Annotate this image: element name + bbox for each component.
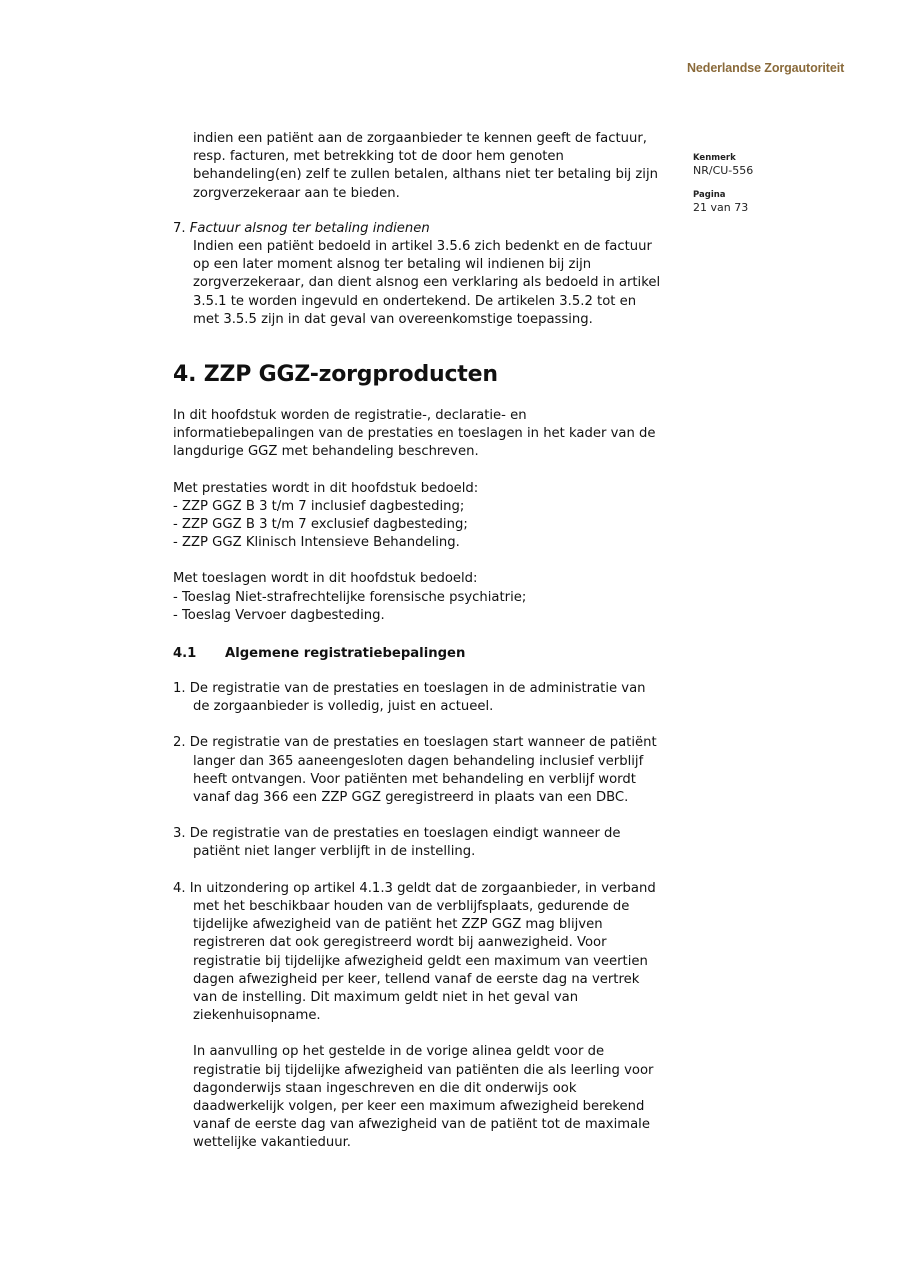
text-line: informatiebepalingen van de prestaties en toeslagen in het kader van de [173, 426, 656, 442]
text-line: wettelijke vakantieduur. [193, 1135, 351, 1151]
text-line: langer dan 365 aaneengesloten dagen behandeling inclusief verblijf [193, 753, 644, 769]
kenmerk-value: NR/CU-556 [693, 164, 754, 177]
previous-article-continuation [173, 130, 683, 203]
article-4-1-1 [173, 680, 683, 716]
list-item: - Toeslag Niet-strafrechtelijke forensische psychiatrie; [173, 589, 527, 605]
article-4-1-4-additional-paragraph [173, 1043, 683, 1152]
text-line: registratie bij tijdelijke afwezigheid van patiënten die als leerling voor [193, 1062, 654, 1078]
chapter-title: 4. ZZP GGZ-zorgproducten [173, 362, 498, 388]
section-number: 4.1 [173, 646, 197, 662]
prestaties-intro: Met prestaties wordt in dit hoofdstuk bedoeld: [173, 480, 479, 496]
text-line: behandeling(en) zelf te zullen betalen, althans niet ter betaling bij zijn [193, 167, 658, 183]
text-line: In dit hoofdstuk worden de registratie-, declaratie- en [173, 408, 527, 424]
article-7-title-text: Factuur alsnog ter betaling indienen [189, 220, 430, 236]
article-4-1-4 [173, 880, 683, 1153]
article-7 [173, 220, 683, 329]
text-line: dagonderwijs staan ingeschreven en die dit onderwijs ook [193, 1080, 577, 1096]
text-line: langdurige GGZ met behandeling beschreven. [173, 444, 479, 460]
article-4-1-3 [173, 825, 683, 861]
text-line: van de instelling. Dit maximum geldt niet in het geval van [193, 989, 579, 1005]
kenmerk-block [693, 153, 753, 177]
article-7-number: 7. [173, 220, 186, 236]
article-7-title [173, 220, 683, 238]
section-heading [173, 645, 683, 663]
text-line: met 3.5.5 zijn in dat geval van overeenkomstige toepassing. [193, 311, 593, 327]
pagina-block [693, 190, 748, 214]
text-line: 1. De registratie van de prestaties en toeslagen in de administratie van [173, 681, 646, 697]
list-item: - ZZP GGZ B 3 t/m 7 exclusief dagbesteding; [173, 517, 468, 533]
text-line: de zorgaanbieder is volledig, juist en actueel. [193, 699, 494, 715]
text-line: zorgverzekeraar, dan dient alsnog een verklaring als bedoeld in artikel [193, 275, 661, 291]
toeslagen-intro: Met toeslagen wordt in dit hoofdstuk bedoeld: [173, 571, 478, 587]
toeslagen-list [173, 570, 683, 625]
text-line: vanaf dag 366 een ZZP GGZ geregistreerd in plaats van een DBC. [193, 790, 629, 806]
text-line: met het beschikbaar houden van de verblijfsplaats, gedurende de [193, 898, 630, 914]
text-line: registratie bij tijdelijke afwezigheid geldt een maximum van veertien [193, 953, 648, 969]
text-line: tijdelijke afwezigheid van de patiënt het ZZP GGZ mag blijven [193, 917, 603, 933]
pagina-value: 21 van 73 [693, 201, 749, 214]
text-line: resp. facturen, met betrekking tot de door hem genoten [193, 149, 564, 165]
organization-brand: Nederlandse Zorgautoriteit [687, 61, 845, 75]
section-title: Algemene registratiebepalingen [225, 646, 466, 662]
text-line: patiënt niet langer verblijft in de instelling. [193, 844, 476, 860]
text-line: ziekenhuisopname. [193, 1008, 321, 1024]
text-line: 3. De registratie van de prestaties en toeslagen eindigt wanneer de [173, 826, 621, 842]
kenmerk-label: Kenmerk [693, 153, 736, 163]
pagina-label: Pagina [693, 190, 726, 200]
text-line: vanaf de eerste dag van afwezigheid van de patiënt tot de maximale [193, 1117, 650, 1133]
text-line: indien een patiënt aan de zorgaanbieder te kennen geeft de factuur, [193, 131, 647, 146]
text-line: dagen afwezigheid per keer, tellend vanaf de eerste dag na vertrek [193, 971, 640, 987]
text-line: Indien een patiënt bedoeld in artikel 3.5.6 zich bedenkt en de factuur [193, 239, 652, 255]
list-item: - Toeslag Vervoer dagbesteding. [173, 607, 385, 623]
text-line: 4. In uitzondering op artikel 4.1.3 geldt dat de zorgaanbieder, in verband [173, 880, 656, 896]
text-line: 2. De registratie van de prestaties en toeslagen start wanneer de patiënt [173, 735, 657, 751]
text-line: registreren dat ook geregistreerd wordt bij aanwezigheid. Voor [193, 935, 607, 951]
chapter-intro [173, 407, 683, 462]
text-line: In aanvulling op het gestelde in de vorige alinea geldt voor de [193, 1044, 605, 1060]
article-4-1-2 [173, 734, 683, 807]
text-line: daadwerkelijk volgen, per keer een maximum afwezigheid berekend [193, 1098, 645, 1114]
text-line: zorgverzekeraar aan te bieden. [193, 185, 400, 201]
document-body [173, 130, 683, 1153]
prestaties-list [173, 480, 683, 553]
text-line: 3.5.1 te worden ingevuld en ondertekend. De artikelen 3.5.2 tot en [193, 293, 637, 309]
list-item: - ZZP GGZ Klinisch Intensieve Behandeling. [173, 535, 460, 551]
text-line: heeft ontvangen. Voor patiënten met behandeling en verblijf wordt [193, 771, 636, 787]
text-line: op een later moment alsnog ter betaling wil indienen bij zijn [193, 257, 592, 273]
list-item: - ZZP GGZ B 3 t/m 7 inclusief dagbesteding; [173, 498, 465, 514]
